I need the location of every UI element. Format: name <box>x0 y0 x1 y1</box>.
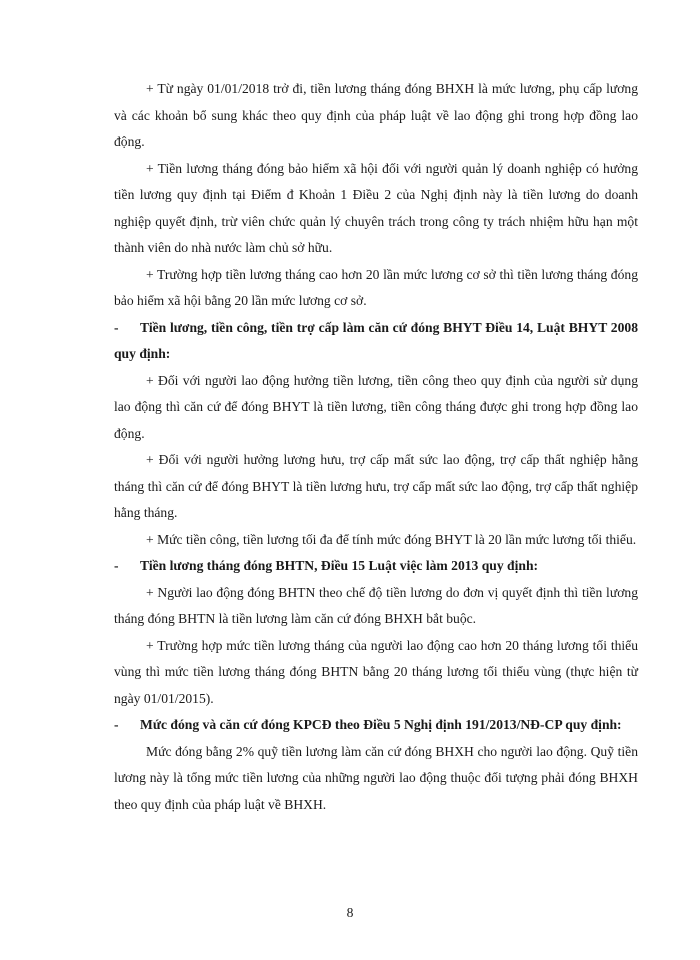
section-heading-bhtn <box>114 553 638 580</box>
paragraph-4: + Đối với người lao động hưởng tiền lương, tiền công theo quy định của người sử dụng lao động thì căn cứ để đóng BHYT là tiền lương, tiền công tháng được ghi trong hợp đồng lao động. <box>114 372 638 441</box>
heading-text: Tiền lương, tiền công, tiền trợ cấp làm căn cứ đóng BHYT Điều 14, Luật BHYT 2008 quy định: <box>114 319 638 361</box>
paragraph-6: + Mức tiền công, tiền lương tối đa để tính mức đóng BHYT là 20 lần mức lương tối thiểu. <box>146 531 637 547</box>
paragraph-9: Mức đóng bằng 2% quỹ tiền lương làm căn cứ đóng BHXH cho người lao động. Quỹ tiền lương này là tổng mức tiền lương của những người lao động thuộc đối tượng phải đóng BHXH theo quy định của pháp luật về BHXH. <box>114 743 638 812</box>
paragraph-2: + Tiền lương tháng đóng bảo hiểm xã hội đối với người quản lý doanh nghiệp có hưởng tiền lương quy định tại Điểm đ Khoản 1 Điều 2 của Nghị định này là tiền lương do doanh nghiệp quyết định, trừ viên chức quản lý chuyên trách trong công ty trách nhiệm hữu hạn một thành viên do nhà nước làm chủ sở hữu. <box>114 160 638 255</box>
paragraph-7: + Người lao động đóng BHTN theo chế độ tiền lương do đơn vị quyết định thì tiền lương tháng đóng BHTN là tiền lương làm căn cứ đóng BHXH bắt buộc. <box>114 584 638 626</box>
heading-text: Mức đóng và căn cứ đóng KPCĐ theo Điều 5 Nghị định 191/2013/NĐ-CP quy định: <box>140 717 622 732</box>
paragraph-1: + Từ ngày 01/01/2018 trở đi, tiền lương tháng đóng BHXH là mức lương, phụ cấp lương và các khoản bổ sung khác theo quy định của pháp luật về lao động ghi trong hợp đồng lao động. <box>114 81 638 149</box>
paragraph-5: + Đối với người hưởng lương hưu, trợ cấp mất sức lao động, trợ cấp thất nghiệp hằng tháng thì căn cứ để đóng BHYT là tiền lương hưu, trợ cấp mất sức lao động, trợ cấp thất nghiệp hằng tháng. <box>114 452 638 520</box>
section-heading-bhyt <box>114 315 638 368</box>
page-number: 8 <box>346 905 354 920</box>
heading-dash: - <box>114 717 119 732</box>
paragraph-8: + Trường hợp mức tiền lương tháng của người lao động cao hơn 20 tháng lương tối thiểu vùng thì mức tiền lương tháng đóng BHTN bằng 20 tháng lương tối thiểu vùng (thực hiện từ ngày 01/01/2015). <box>114 637 638 706</box>
section-heading-kpcd <box>114 712 638 739</box>
heading-text: Tiền lương tháng đóng BHTN, Điều 15 Luật việc làm 2013 quy định: <box>140 558 539 573</box>
heading-dash: - <box>114 319 119 335</box>
paragraph-3: + Trường hợp tiền lương tháng cao hơn 20 lần mức lương cơ sở thì tiền lương tháng đóng bảo hiểm xã hội bằng 20 lần mức lương cơ sở. <box>114 266 638 308</box>
heading-dash: - <box>114 558 119 573</box>
